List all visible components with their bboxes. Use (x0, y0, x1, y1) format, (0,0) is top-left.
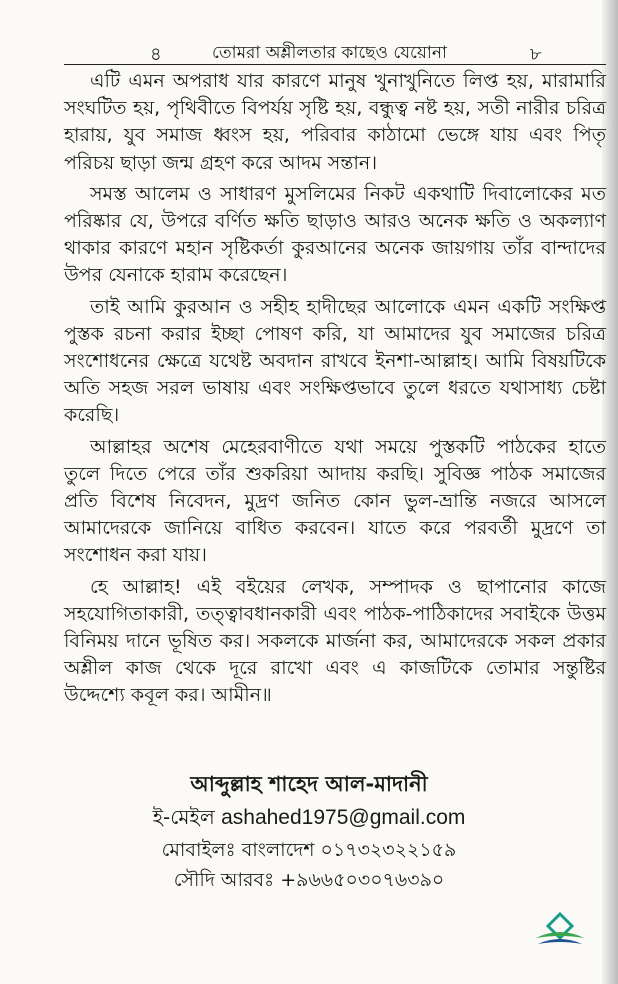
mobile-saudi: সৌদি আরবঃ +৯৬৬৫০৩০৭৬৩৯০ (173, 869, 445, 891)
running-header (0, 34, 618, 64)
paragraph-3: তাই আমি কুরআন ও সহীহ হাদীছের আলোকে এমন একটি সংক্ষিপ্ত পুস্তক রচনা করার ইচ্ছা পোষণ করি, যা আমাদের যুব সমাজের চরিত্র সংশোধনের ক্ষেত্রে যথেষ্ট অবদান রাখবে ইনশা-আল্লাহ। আমি বিষয়টিকে অতি সহজ সরল ভাষায় এবং সংক্ষিপ্তভাবে তুলে ধরতে যথাসাধ্য চেষ্টা করেছি। (64, 295, 606, 427)
page-number-right: ৮ (530, 44, 542, 65)
mobile-bangladesh: মোবাইলঃ বাংলাদেশ ০১৭৩২৩২২১৫৯ (161, 839, 457, 861)
paragraph-2: সমস্ত আলেম ও সাধারণ মুসলিমের নিকট একথাটি দিবালোকের মত পরিষ্কার যে, উপরে বর্ণিত ক্ষতি ছাড়াও আরও অনেক ক্ষতি ও অকল্যাণ থাকার কারণে মহান সৃষ্টিকর্তা কুরআনের অনেক জায়গায় তাঁর বান্দাদের উপর যেনাকে হারাম করেছেন। (64, 182, 606, 287)
email-label: ই-মেইল (152, 805, 215, 829)
logo-wave (538, 939, 582, 944)
author-name: আব্দুল্লাহ শাহেদ আল-মাদানী (190, 772, 428, 796)
publisher-logo-icon (532, 912, 588, 952)
paragraph-1: এটি এমন অপরাধ যার কারণে মানুষ খুনাখুনিতে লিপ্ত হয়, মারামারি সংঘটিত হয়, পৃথিবীতে বিপর্যয় সৃষ্টি হয়, বন্ধুত্ব নষ্ট হয়, সতী নারীর চরিত্র হারায়, যুব সমাজ ধ্বংস হয়, পরিবার কাঠামো ভেঙ্গে যায় এবং পিতৃ পরিচয় ছাড়া জন্ম গ্রহণ করে আদম সন্তান। (64, 70, 606, 174)
body-text (64, 68, 606, 714)
page-number-left: ৪ (150, 44, 162, 65)
paragraph-5: হে আল্লাহ! এই বইয়ের লেখক, সম্পাদক ও ছাপানোর কাজে সহযোগিতাকারী, তত্ত্বাবধানকারী এবং পাঠক-পাঠিকাদের সবাইকে উত্তম বিনিময় দানে ভূষিত কর। সকলকে মার্জনা কর, আমাদেরকে সকল প্রকার অশ্লীল কাজ থেকে দূরে রাখো এবং এ কাজটিকে তোমার সন্তুষ্টির উদ্দেশ্যে কবূল কর। আমীন॥ (64, 575, 606, 707)
email-line (0, 803, 618, 836)
paragraph-4: আল্লাহর অশেষ মেহেরবাণীতে যথা সময়ে পুস্তকটি পাঠকের হাতে তুলে দিতে পেরে তাঁর শুকরিয়া আদায় করছি। সুবিজ্ঞ পাঠক সমাজের প্রতি বিশেষ নিবেদন, মুদ্রণ জনিত কোন ভুল-ভ্রান্তি নজরে আসলে আমাদেরকে জানিয়ে বাধিত করবেন। যাতে করে পরবর্তী মুদ্রণে তা সংশোধন করা যায়। (64, 435, 606, 567)
running-title: তোমরা অশ্লীলতার কাছেও যেয়োনা (212, 43, 447, 63)
header-rule (64, 64, 606, 65)
email-address: ashahed1975@gmail.com (221, 806, 466, 829)
